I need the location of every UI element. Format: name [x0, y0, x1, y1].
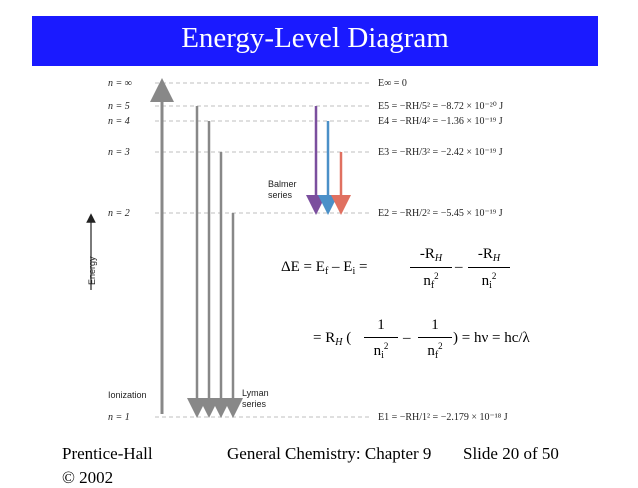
lyman-label-line1: Lyman — [242, 388, 269, 398]
eq1-sub-f: f — [324, 266, 329, 277]
eq1-frac1-den: n — [423, 273, 431, 289]
level-n-label-4: n = 4 — [108, 116, 130, 127]
eq2-frac1-den: n — [373, 343, 382, 359]
eq1-minus: – E — [328, 259, 353, 275]
eq1-lhs: ΔE = E — [281, 259, 325, 275]
footer-slide-number: Slide 20 of 50 — [463, 444, 559, 463]
eq2-lhs-sub: H — [335, 337, 343, 348]
level-energy-1: E1 = −RH/1² = −2.179 × 10⁻¹⁸ J — [378, 412, 508, 423]
eq2-frac1-num: 1 — [364, 317, 398, 338]
level-n-label-1: n = 1 — [108, 412, 130, 423]
level-energy-4: E4 = −RH/4² = −1.36 × 10⁻¹⁹ J — [378, 116, 503, 127]
eq2-close: ) = hν = hc/λ — [453, 330, 530, 346]
eq2-frac2-den-sup: 2 — [438, 341, 443, 351]
footer-copyright: © 2002 — [62, 468, 114, 487]
level-n-label-2: n = 2 — [108, 208, 130, 219]
eq2-frac1-den-sup: 2 — [383, 341, 389, 351]
eq1-equals: = — [355, 259, 368, 275]
level-n-label-5: n = 5 — [108, 101, 130, 112]
footer-publisher: Prentice-Hall — [62, 444, 153, 463]
eq1-frac2-den: n — [481, 273, 490, 289]
balmer-label-line1: Balmer — [268, 179, 297, 189]
eq1-frac1-num: -R — [419, 246, 435, 262]
level-n-label-inf: n = ∞ — [108, 78, 132, 89]
eq1-frac2-den-sup: 2 — [491, 271, 497, 281]
eq1-fraction-1 — [410, 246, 452, 291]
eq2-lhs: = R — [313, 330, 336, 346]
eq1-frac2-num: -R — [477, 246, 493, 262]
eq1-frac1-num-sub: H — [434, 253, 443, 264]
eq1-frac1-den-sup: 2 — [434, 271, 439, 281]
equation-delta-e — [281, 259, 367, 277]
lyman-arrows — [197, 106, 233, 408]
ionization-label: Ionization — [108, 390, 147, 400]
eq1-frac1-den-sub: f — [430, 280, 435, 291]
level-energy-2: E2 = −RH/2² = −5.45 × 10⁻¹⁹ J — [378, 208, 503, 219]
level-n-label-3: n = 3 — [108, 147, 130, 158]
eq2-frac1-den-sub: i — [381, 350, 384, 361]
eq1-sub-i: i — [352, 266, 356, 277]
eq2-fraction-1 — [364, 317, 398, 361]
eq2-frac2-den-sub: f — [434, 350, 439, 361]
level-energy-5: E5 = −RH/5² = −8.72 × 10⁻²⁰ J — [378, 101, 504, 112]
eq1-between-minus: – — [455, 259, 463, 275]
lyman-label-line2: series — [242, 399, 267, 409]
eq2-frac2-num: 1 — [418, 317, 452, 338]
eq2-between-minus: – — [403, 330, 411, 346]
eq1-frac2-num-sub: H — [492, 253, 501, 264]
equation-rydberg — [313, 330, 351, 348]
level-energy-3: E3 = −RH/3² = −2.42 × 10⁻¹⁹ J — [378, 147, 503, 158]
energy-axis-label: Energy — [87, 256, 97, 285]
level-lines — [155, 83, 370, 417]
eq2-frac2-den: n — [427, 343, 435, 359]
footer-course: General Chemistry: Chapter 9 — [227, 444, 432, 463]
balmer-label-line2: series — [268, 190, 293, 200]
slide-title: Energy-Level Diagram — [181, 22, 449, 54]
eq2-open: ( — [342, 330, 352, 346]
eq2-fraction-2 — [418, 317, 452, 361]
level-energy-inf: E∞ = 0 — [378, 78, 407, 89]
eq1-fraction-2 — [468, 246, 510, 291]
eq1-frac2-den-sub: i — [489, 280, 492, 291]
